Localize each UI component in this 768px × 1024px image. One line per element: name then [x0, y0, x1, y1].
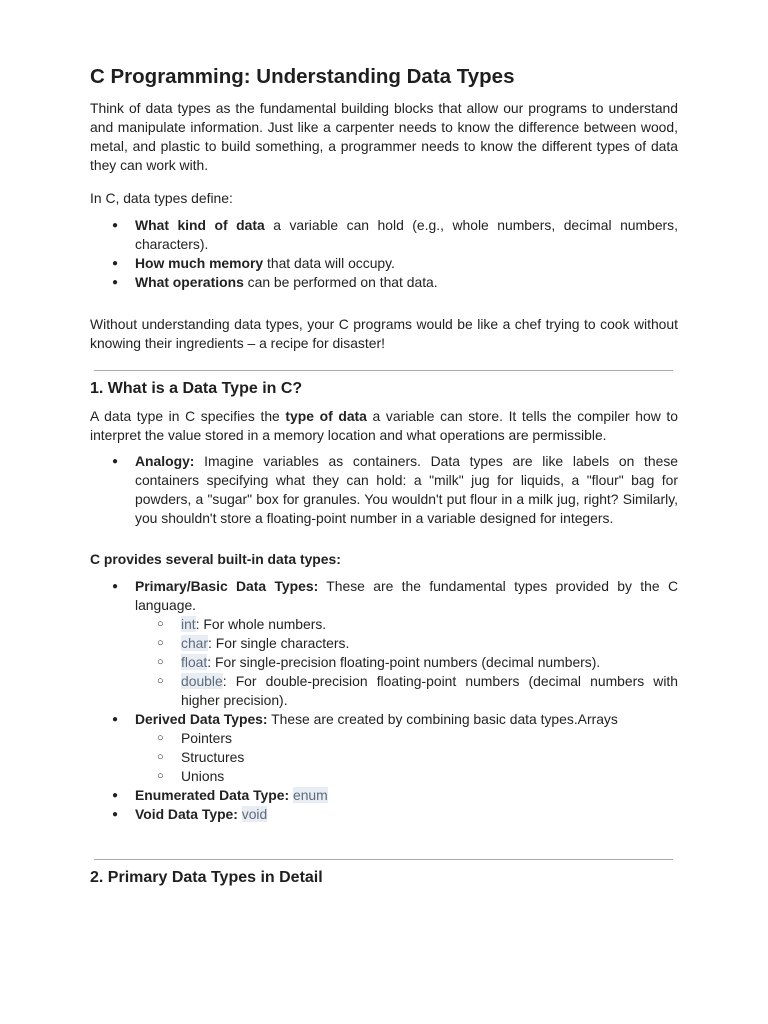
- code-keyword: double: [181, 673, 223, 689]
- item-text: These are created by combining basic data types.Arrays: [267, 711, 618, 727]
- sublist-item: [90, 653, 678, 672]
- item-text: : For whole numbers.: [195, 616, 327, 632]
- sublist-item: [90, 615, 678, 634]
- item-text: that data will occupy.: [263, 255, 395, 271]
- code-keyword: int: [181, 616, 196, 632]
- section1-paragraph: [90, 407, 678, 445]
- code-keyword: void: [241, 806, 268, 822]
- list-item: [90, 216, 678, 254]
- list-item: [90, 452, 678, 528]
- sublist-item: ○ Pointers: [90, 729, 678, 748]
- sublist-item: ○ Structures: [90, 748, 678, 767]
- para-text: a variable can store. It tells the compiler how to interpret the value stored in a memory location and what operations are permissible.: [90, 408, 679, 443]
- define-list: [90, 216, 678, 292]
- section-divider: [94, 859, 673, 860]
- list-item: [90, 254, 678, 273]
- item-text: : For double-precision floating-point numbers (decimal numbers with higher precision).: [181, 673, 678, 708]
- item-bold: Derived Data Types:: [135, 711, 268, 727]
- item-text: These are the fundamental types provided by the C language.: [135, 578, 678, 613]
- analogy-text: Imagine variables as containers. Data types are like labels on these containers specifying what they can hold: a "milk" jug for liquids, a "flour" bag for powders, a "sugar" box for granules. You wouldn't put flour in a milk jug, right? Similarly, you shouldn't store a floating-point number in a variable designed for integers.: [135, 453, 678, 526]
- item-text: : For single characters.: [208, 635, 350, 651]
- intro-paragraph: Think of data types as the fundamental building blocks that allow our programs to understand and manipulate information. Just like a carpenter needs to know the difference between wood, metal, and plastic to build something, a programmer needs to know the different types of data they can work with.: [90, 100, 678, 173]
- define-lead: In C, data types define:: [90, 190, 233, 206]
- analogy-label: Analogy:: [135, 453, 195, 469]
- builtin-heading: C provides several built-in data types:: [90, 551, 341, 567]
- item-text: : For single-precision floating-point numbers (decimal numbers).: [207, 654, 601, 670]
- derived-sublist: [135, 729, 678, 786]
- item-bold: Primary/Basic Data Types:: [135, 578, 319, 594]
- closing-paragraph: Without understanding data types, your C programs would be like a chef trying to cook without knowing their ingredients – a recipe for disaster!: [90, 316, 678, 351]
- item-bold: Void Data Type:: [135, 806, 238, 822]
- document-page: [90, 62, 678, 889]
- item-text: a variable can hold (e.g., whole numbers, decimal numbers, characters).: [135, 217, 678, 252]
- code-keyword: float: [181, 654, 208, 670]
- list-item: [90, 273, 678, 292]
- item-bold: How much memory: [135, 255, 264, 271]
- sublist-item: [90, 634, 678, 653]
- code-keyword: char: [181, 635, 209, 651]
- sublist-item: [90, 672, 678, 710]
- item-bold: What kind of data: [135, 217, 265, 233]
- section2-heading: 2. Primary Data Types in Detail: [90, 869, 323, 886]
- section1-heading: 1. What is a Data Type in C?: [90, 380, 303, 397]
- para-text: A data type in C specifies the: [90, 408, 286, 424]
- analogy-list: [90, 452, 678, 528]
- item-bold: What operations: [135, 274, 244, 290]
- list-item: [90, 577, 678, 710]
- builtin-list: [90, 577, 678, 824]
- code-keyword: enum: [292, 787, 328, 803]
- list-item: [90, 786, 678, 805]
- item-bold: Enumerated Data Type:: [135, 787, 290, 803]
- page-title: C Programming: Understanding Data Types: [90, 65, 515, 88]
- para-bold: type of data: [285, 408, 367, 424]
- primary-sublist: [135, 615, 678, 710]
- section-divider: [94, 370, 673, 371]
- sublist-item: ○ Unions: [90, 767, 678, 786]
- item-text: can be performed on that data.: [243, 274, 438, 290]
- list-item: [90, 805, 678, 824]
- list-item: [90, 710, 678, 786]
